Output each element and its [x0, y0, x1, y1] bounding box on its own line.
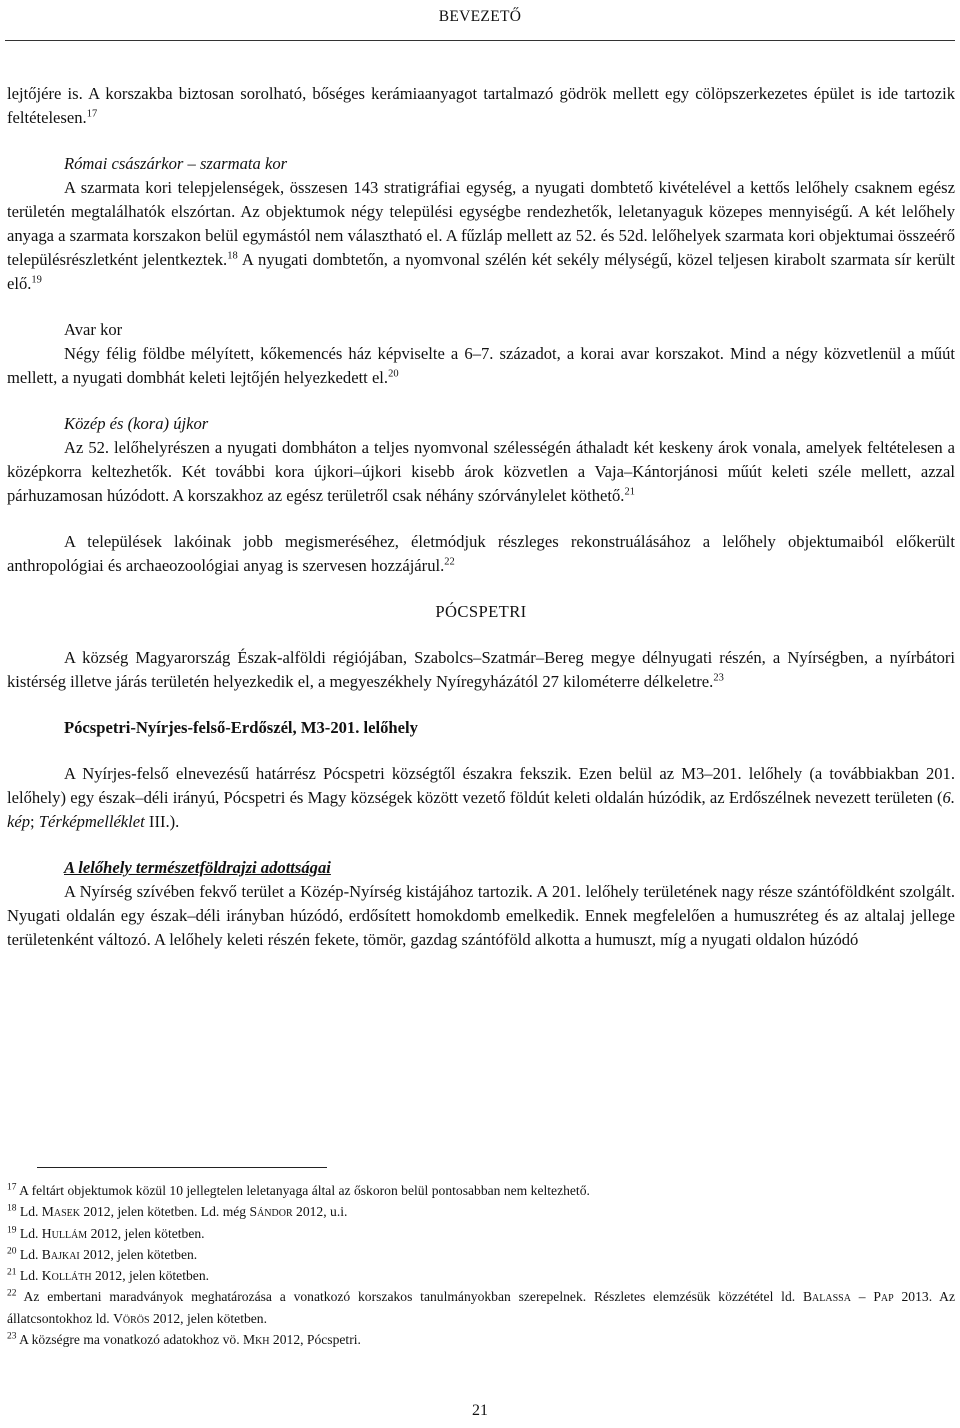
- paragraph-text: Az 52. lelőhelyrészen a nyugati dombháton a teljes nyomvonal szélességén áthaladt két keskeny árok vonala, amelyek feltételesen a középkorra keltezhetők. Két további kora újkori–újkori kisebb árok közvetlen a Vaja–Kántorjánosi műút keleti széle mellett, azzal párhuzamosan húzódott. A korszakhoz az egész területről csak néhány szórványlelet köthető.: [7, 438, 955, 505]
- footnote-21: [7, 1265, 955, 1286]
- section-heading-roman: Római császárkor – szarmata kor: [64, 154, 288, 173]
- footnote-ref[interactable]: 17: [86, 108, 98, 120]
- footnote-text: 2012, jelen kötetben.: [87, 1225, 205, 1241]
- footnote-17: [7, 1180, 955, 1201]
- footnote-text: A feltárt objektumok közül 10 jellegtelen leletanyaga által az őskoron belül pontosabban nem keltezhető.: [16, 1183, 590, 1198]
- section-title-pocspetri: PÓCSPETRI: [435, 602, 527, 621]
- paragraph-telepulesek: [7, 530, 955, 578]
- paragraph-avar: [7, 342, 955, 390]
- author-name: Bajkai: [41, 1246, 80, 1262]
- footnote-ref[interactable]: 19: [31, 274, 42, 286]
- map-reference: Térképmelléklet: [38, 812, 145, 831]
- page-number: 21: [472, 1402, 488, 1419]
- footnote-text: 2012, Pócspetri.: [269, 1332, 361, 1348]
- author-name: Sándor: [249, 1204, 293, 1220]
- footnote-20: [7, 1244, 955, 1265]
- paragraph-kozep: [7, 436, 955, 508]
- site-heading: Pócspetri-Nyírjes-felső-Erdőszél, M3-201. lelőhely: [64, 718, 418, 737]
- paragraph-text: lejtőjére is. A korszakba biztosan sorolható, bőséges kerámiaanyagot tartalmazó gödrök mellett egy cölöpszerkezetes épület is ide tartozik feltételesen.: [7, 84, 955, 127]
- page-body: [7, 82, 955, 952]
- footnotes: [7, 1180, 955, 1350]
- footnote-number: 21: [7, 1267, 17, 1278]
- paragraph-roman: [7, 176, 955, 296]
- author-name: Pap: [873, 1289, 894, 1305]
- footnote-text: 2012, jelen kötetben.: [149, 1310, 267, 1326]
- footnote-number: 23: [7, 1331, 17, 1342]
- footnote-ref[interactable]: 20: [388, 368, 399, 380]
- paragraph-text: A község Magyarország Észak-alföldi régiójában, Szabolcs–Szatmár–Bereg megye délnyugati részén, a Nyírségben, a nyírbátori kistérség illetve járás területén helyezkedik el, a megyeszékhely Nyíregyházától 27 kilométerre délkeletre.: [7, 648, 955, 691]
- section-heading-avar: Avar kor: [64, 320, 123, 339]
- footnote-text: 2012, u.i.: [292, 1204, 348, 1220]
- footnote-text: Ld.: [16, 1246, 42, 1262]
- footnote-23: [7, 1329, 955, 1350]
- subsection-heading: A lelőhely természetföldrajzi adottságai: [64, 858, 331, 877]
- figure-reference: 6. kép: [7, 788, 955, 831]
- paragraph-text: A szarmata kori telepjelenségek, összesen 143 stratigráfiai egység, a nyugati dombtető kivételével a kettős lelőhely csaknem egész területén megtalálhatók elszórtan. Az objektumok négy települési egységbe rendezhetők, leletanyaguk közepes mennyiségű. A két lelőhely anyaga a szarmata korszakon belül egymástól nem választható el. A fűzláp mellett az 52. és 52d. lelőhelyek szarmata kori objektumai összeérő településrészletként jelentkeztek.: [7, 178, 955, 269]
- running-head: BEVEZETŐ: [438, 8, 522, 25]
- footnote-22: [7, 1286, 955, 1329]
- footnote-ref[interactable]: 21: [624, 486, 635, 498]
- footnote-text: –: [850, 1289, 874, 1305]
- footnote-19: [7, 1223, 955, 1244]
- footnote-number: 18: [7, 1203, 17, 1214]
- author-name: Masek: [41, 1204, 80, 1220]
- footnote-text: Ld.: [16, 1204, 42, 1220]
- footnote-number: 22: [7, 1288, 17, 1299]
- footnote-ref[interactable]: 22: [444, 556, 455, 568]
- paragraph-kozseg: [7, 646, 955, 694]
- footnote-text: Az embertani maradványok meghatározása a vonatkozó korszakos tanulmányokban szerepelnek. Részletes elemzésük közzététel ld.: [16, 1289, 803, 1305]
- paragraph-text: III.).: [144, 812, 180, 831]
- author-name: Mkh: [243, 1332, 270, 1348]
- footnote-text: A községre ma vonatkozó adatokhoz vö.: [16, 1332, 243, 1348]
- paragraph-text: ;: [30, 812, 39, 831]
- header-rule: [5, 40, 955, 41]
- footnote-ref[interactable]: 23: [713, 672, 724, 684]
- paragraph-text: Négy félig földbe mélyített, kőkemencés ház képviselte a 6–7. századot, a korai avar korszakot. Mind a négy közvetlenül a műút mellett, a nyugati dombhát keleti lejtőjén helyezkedett el.: [7, 344, 955, 387]
- section-heading-kozep: Közép és (kora) újkor: [64, 414, 209, 433]
- footnote-text: 2012, jelen kötetben. Ld. még: [80, 1204, 250, 1220]
- footnote-text: 2012, jelen kötetben.: [79, 1246, 198, 1262]
- footnote-text: 2013. Az állatcsontokhoz ld.: [7, 1289, 956, 1326]
- footnote-text: Ld.: [16, 1268, 42, 1284]
- footnote-number: 17: [7, 1182, 17, 1193]
- footnote-text: 2012, jelen kötetben.: [91, 1268, 210, 1284]
- paragraph-text: A nyugati dombtetőn, a nyomvonal szélén két sekély mélységű, közel teljesen kirabolt szarmata sír került elő.: [7, 250, 955, 293]
- footnote-number: 20: [7, 1246, 17, 1257]
- footnote-number: 19: [7, 1225, 17, 1236]
- author-name: Vörös: [113, 1310, 150, 1326]
- paragraph-nyirjes: [7, 762, 955, 834]
- paragraph-text: A települések lakóinak jobb megismeréséhez, életmódjuk részleges rekonstruálásához a lelőhely objektumaiból előkerült anthropológiai és archaeozoológiai anyag is szervesen hozzájárul.: [7, 532, 955, 575]
- footnote-ref[interactable]: 18: [227, 250, 238, 262]
- paragraph-nyirseg: A Nyírség szívében fekvő terület a Közép-Nyírség kistájához tartozik. A 201. lelőhely területének nagy része szántóföldként szolgált. Nyugati oldalán egy észak–déli irányban húzódó, erdősített homokdomb emelkedik. Ennek megfelelően a humuszréteg és az altalaj jellege területenként változó. A lelőhely keleti részén fekete, tömör, gazdag szántóföld alkotta a humuszt, míg a nyugati oldalon húzódó: [7, 882, 955, 949]
- paragraph-intro: [7, 82, 955, 130]
- footnote-rule: [37, 1167, 327, 1168]
- author-name: Balassa: [802, 1289, 851, 1305]
- author-name: Hullám: [41, 1225, 88, 1241]
- paragraph-text: A Nyírjes-felső elnevezésű határrész Pócspetri községtől északra fekszik. Ezen belül az M3–201. lelőhely (a továbbiakban 201. lelőhely) egy észak–déli irányú, Pócspetri és Magy községek között vezető földút keleti oldalán húzódik, az Erdőszélnek nevezett területen (: [7, 764, 955, 807]
- footnote-18: [7, 1201, 955, 1222]
- footnote-text: Ld.: [16, 1225, 42, 1241]
- author-name: Kolláth: [41, 1268, 92, 1284]
